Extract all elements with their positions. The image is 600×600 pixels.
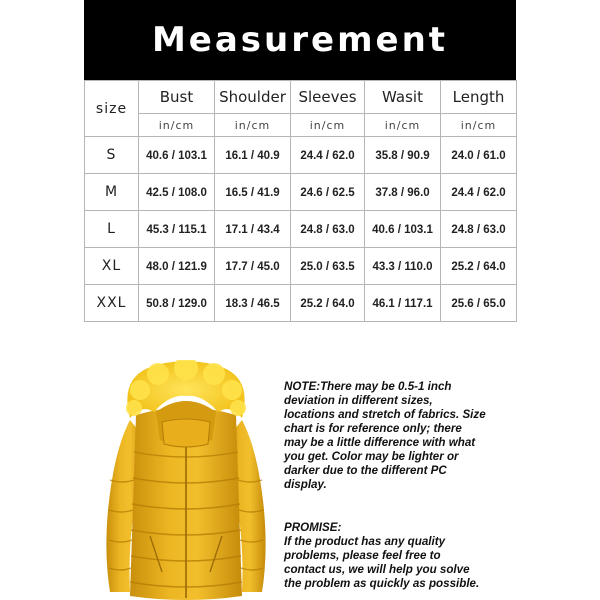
waist-value: 43.3 / 110.0 [372, 261, 433, 273]
size-cell [85, 137, 139, 174]
shoulder-value: 17.7 / 45.0 [225, 261, 280, 273]
waist-value: 37.8 / 96.0 [375, 187, 430, 199]
shoulder-value: 16.1 / 40.9 [225, 150, 280, 162]
size-cell [85, 211, 139, 248]
promise-line: problems, please feel free to [284, 549, 441, 562]
size-cell [85, 174, 139, 211]
header-row [85, 81, 517, 114]
value-cell [441, 248, 517, 285]
waist-value: 40.6 / 103.1 [372, 224, 433, 236]
size-cell [85, 248, 139, 285]
note-line: locations and stretch of fabrics. Size [284, 408, 486, 421]
sleeves-value: 24.8 / 63.0 [300, 224, 355, 236]
note-line: may be a little difference with what [284, 436, 476, 449]
note-line: display. [284, 478, 327, 491]
value-cell [441, 285, 517, 322]
value-cell [291, 211, 365, 248]
value-cell [441, 211, 517, 248]
value-cell [215, 248, 291, 285]
value-cell [215, 211, 291, 248]
size-label: S [106, 147, 117, 163]
header-cell [215, 81, 291, 114]
bust-value: 48.0 / 121.9 [146, 261, 207, 273]
header-cell [291, 81, 365, 114]
promise-title: PROMISE: [284, 521, 342, 534]
jacket-figure [106, 360, 265, 600]
sleeves-value: 24.4 / 62.0 [300, 150, 355, 162]
length-value: 24.0 / 61.0 [451, 150, 506, 162]
value-cell [365, 174, 441, 211]
length-value: 25.2 / 64.0 [451, 261, 506, 273]
promise-text [284, 521, 504, 591]
title-banner [84, 0, 516, 80]
note-line: NOTE:There may be 0.5-1 inch [284, 380, 452, 393]
promise-line: If the product has any quality [284, 535, 446, 548]
shoulder-value: 16.5 / 41.9 [225, 187, 280, 199]
header-cell [365, 81, 441, 114]
value-cell [291, 248, 365, 285]
waist-value: 35.8 / 90.9 [375, 150, 430, 162]
size-label: M [104, 184, 119, 200]
shoulder-value: 17.1 / 43.4 [225, 224, 280, 236]
value-cell [365, 248, 441, 285]
value-cell [291, 137, 365, 174]
sleeves-value: 25.0 / 63.5 [300, 261, 355, 273]
promise-line: contact us, we will help you solve [284, 563, 470, 576]
unit-cell [365, 114, 441, 137]
unit-cell [441, 114, 517, 137]
unit-label: in/cm [460, 119, 497, 132]
promise-line: the problem as quickly as possible. [284, 577, 480, 590]
header-cell [139, 81, 215, 114]
note-line: deviation in different sizes, [284, 394, 433, 407]
size-label: XL [101, 258, 122, 274]
size-cell [85, 285, 139, 322]
banner-title: Measurement [151, 20, 449, 60]
column-header-waist: Wasit [382, 87, 423, 106]
unit-label: in/cm [158, 119, 195, 132]
table-row [85, 285, 517, 322]
value-cell [365, 211, 441, 248]
value-cell [441, 137, 517, 174]
value-cell [215, 285, 291, 322]
waist-value: 46.1 / 117.1 [372, 298, 433, 310]
size-label: L [107, 221, 116, 237]
bust-value: 50.8 / 129.0 [146, 298, 207, 310]
size-label: XXL [96, 295, 127, 311]
value-cell [139, 248, 215, 285]
value-cell [139, 211, 215, 248]
column-header-length: Length [452, 87, 505, 106]
unit-row [85, 114, 517, 137]
table-row [85, 248, 517, 285]
table-row [85, 137, 517, 174]
jacket-photo [100, 360, 272, 600]
size-header-cell [85, 81, 139, 137]
table-row [85, 211, 517, 248]
column-header-sleeves: Sleeves [298, 87, 357, 106]
unit-cell [139, 114, 215, 137]
unit-cell [291, 114, 365, 137]
note-line: you get. Color may be lighter or [284, 450, 459, 463]
unit-label: in/cm [234, 119, 271, 132]
size-chart-table [84, 80, 517, 322]
sleeves-value: 24.6 / 62.5 [300, 187, 355, 199]
value-cell [139, 137, 215, 174]
shoulder-value: 18.3 / 46.5 [225, 298, 280, 310]
bust-value: 42.5 / 108.0 [146, 187, 207, 199]
sleeves-value: 25.2 / 64.0 [300, 298, 355, 310]
length-value: 24.4 / 62.0 [451, 187, 506, 199]
unit-label: in/cm [384, 119, 421, 132]
value-cell [365, 285, 441, 322]
length-value: 25.6 / 65.0 [451, 298, 506, 310]
note-line: darker due to the different PC [284, 464, 447, 477]
note-line: chart is for reference only; there [284, 422, 462, 435]
value-cell [215, 137, 291, 174]
value-cell [139, 174, 215, 211]
length-value: 24.8 / 63.0 [451, 224, 506, 236]
column-header-shoulder: Shoulder [219, 87, 286, 106]
header-cell [441, 81, 517, 114]
value-cell [291, 285, 365, 322]
unit-label: in/cm [309, 119, 346, 132]
column-header-bust: Bust [159, 87, 194, 106]
value-cell [365, 137, 441, 174]
size-header: size [95, 100, 128, 117]
value-cell [139, 285, 215, 322]
bust-value: 40.6 / 103.1 [146, 150, 207, 162]
bust-value: 45.3 / 115.1 [146, 224, 207, 236]
value-cell [441, 174, 517, 211]
value-cell [215, 174, 291, 211]
unit-cell [215, 114, 291, 137]
note-text [284, 380, 504, 492]
table-row [85, 174, 517, 211]
value-cell [291, 174, 365, 211]
